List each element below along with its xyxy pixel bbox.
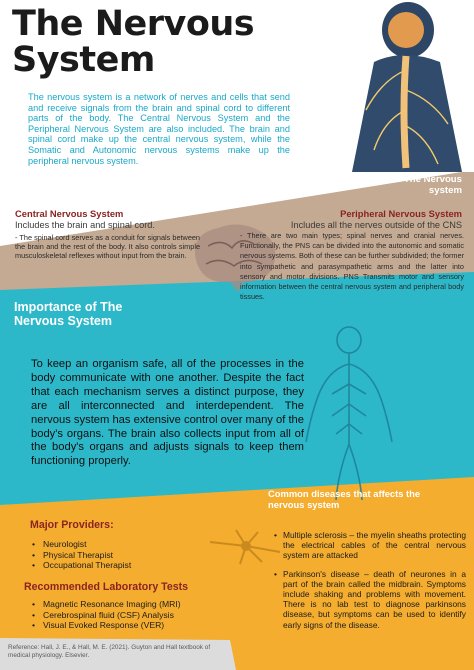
providers-list — [30, 539, 131, 571]
major-providers-heading: Major Providers: — [30, 519, 114, 531]
importance-heading-line-1: Importance of The — [14, 300, 123, 314]
title-line-1: The Nervous — [12, 4, 255, 44]
pns-subtitle: Includes all the nerves outside of the CNS — [290, 220, 462, 230]
cns-heading: Central Nervous System — [15, 208, 124, 219]
provider-item: • Neurologist — [30, 539, 131, 550]
disease-list — [274, 530, 466, 638]
lab-tests-heading: Recommended Laboratory Tests — [24, 581, 189, 593]
common-diseases-heading: Common diseases that affects the nervous system — [268, 488, 421, 510]
importance-body: To keep an organism safe, all of the processes in the body communicate with one another. Despite the fact that each mechanism serves a distinct purpose, they are all interconnected and interdependent. The nervous system has extensive control over many of the body's organs. The brain also collects input from all of the body's organs and adjusts signals to keep them functioning properly. — [31, 358, 304, 468]
disease-item-parkinsons: • Parkinson's disease – death of neurones in a part of the brain called the midbrain. Symptoms include shaking and problems with movement. There is no lab test to diagnose parkinsons disease, but symptoms can be used to identify early signs of the disease. — [274, 569, 466, 630]
lab-test-item: • Visual Evoked Response (VER) — [30, 620, 181, 631]
provider-item: • Occupational Therapist — [30, 560, 131, 571]
cns-body: - The spinal cord serves as a conduit for signals between the brain and the rest of the body. It also controls simple musculoskeletal reflexes without input from the brain. — [15, 233, 200, 261]
intro-paragraph: The nervous system is a network of nerves and cells that send and receive signals from the brain and spinal cord to different parts of the body. The Central Nervous System and the Peripheral Nervous System are also included. The brain and spinal cord make up the central nervous system, while the Somatic and Autonomic nervous systems make up the peripheral nervous system. — [28, 92, 290, 166]
lab-tests-list — [30, 599, 181, 631]
title-line-2: System — [12, 40, 155, 80]
pns-heading: Peripheral Nervous System — [340, 208, 462, 219]
page-title — [12, 6, 254, 78]
importance-heading-line-2: Nervous System — [14, 314, 112, 328]
reference-text: Reference: Hall, J. E., & Hall, M. E. (2021). Guyton and Hall textbook of medical physiology. Elsevier. — [8, 644, 211, 660]
neuron-icon — [206, 522, 284, 574]
pns-body: - There are two main types; spinal nerves and cranial nerves. Functionally, the PNS can be divided into the autonomic and somatic nervous systems. Both of these can be further subdivided; the former into sympathetic and parasympathetic arms and the latter into sensory and motor divisions. PNS Transmits motor and sensory information between the central nervous system and peripheral body tissues. — [240, 231, 464, 302]
disease-item-ms: • Multiple sclerosis – the myelin sheaths protecting the electrical cables of the central nervous system are attacked — [274, 530, 466, 561]
importance-heading — [14, 300, 122, 328]
provider-item: • Physical Therapist — [30, 550, 131, 561]
function-structure-heading: Function and Structure of The Nervous system — [283, 174, 462, 196]
spine-anatomy-icon — [322, 0, 474, 172]
cns-subtitle: Includes the brain and spinal cord. — [15, 220, 155, 230]
lab-test-item: • Magnetic Resonance Imaging (MRI) — [30, 599, 181, 610]
nerve-network-icon — [302, 324, 396, 502]
lab-test-item: • Cerebrospinal fluid (CSF) Analysis — [30, 610, 181, 621]
